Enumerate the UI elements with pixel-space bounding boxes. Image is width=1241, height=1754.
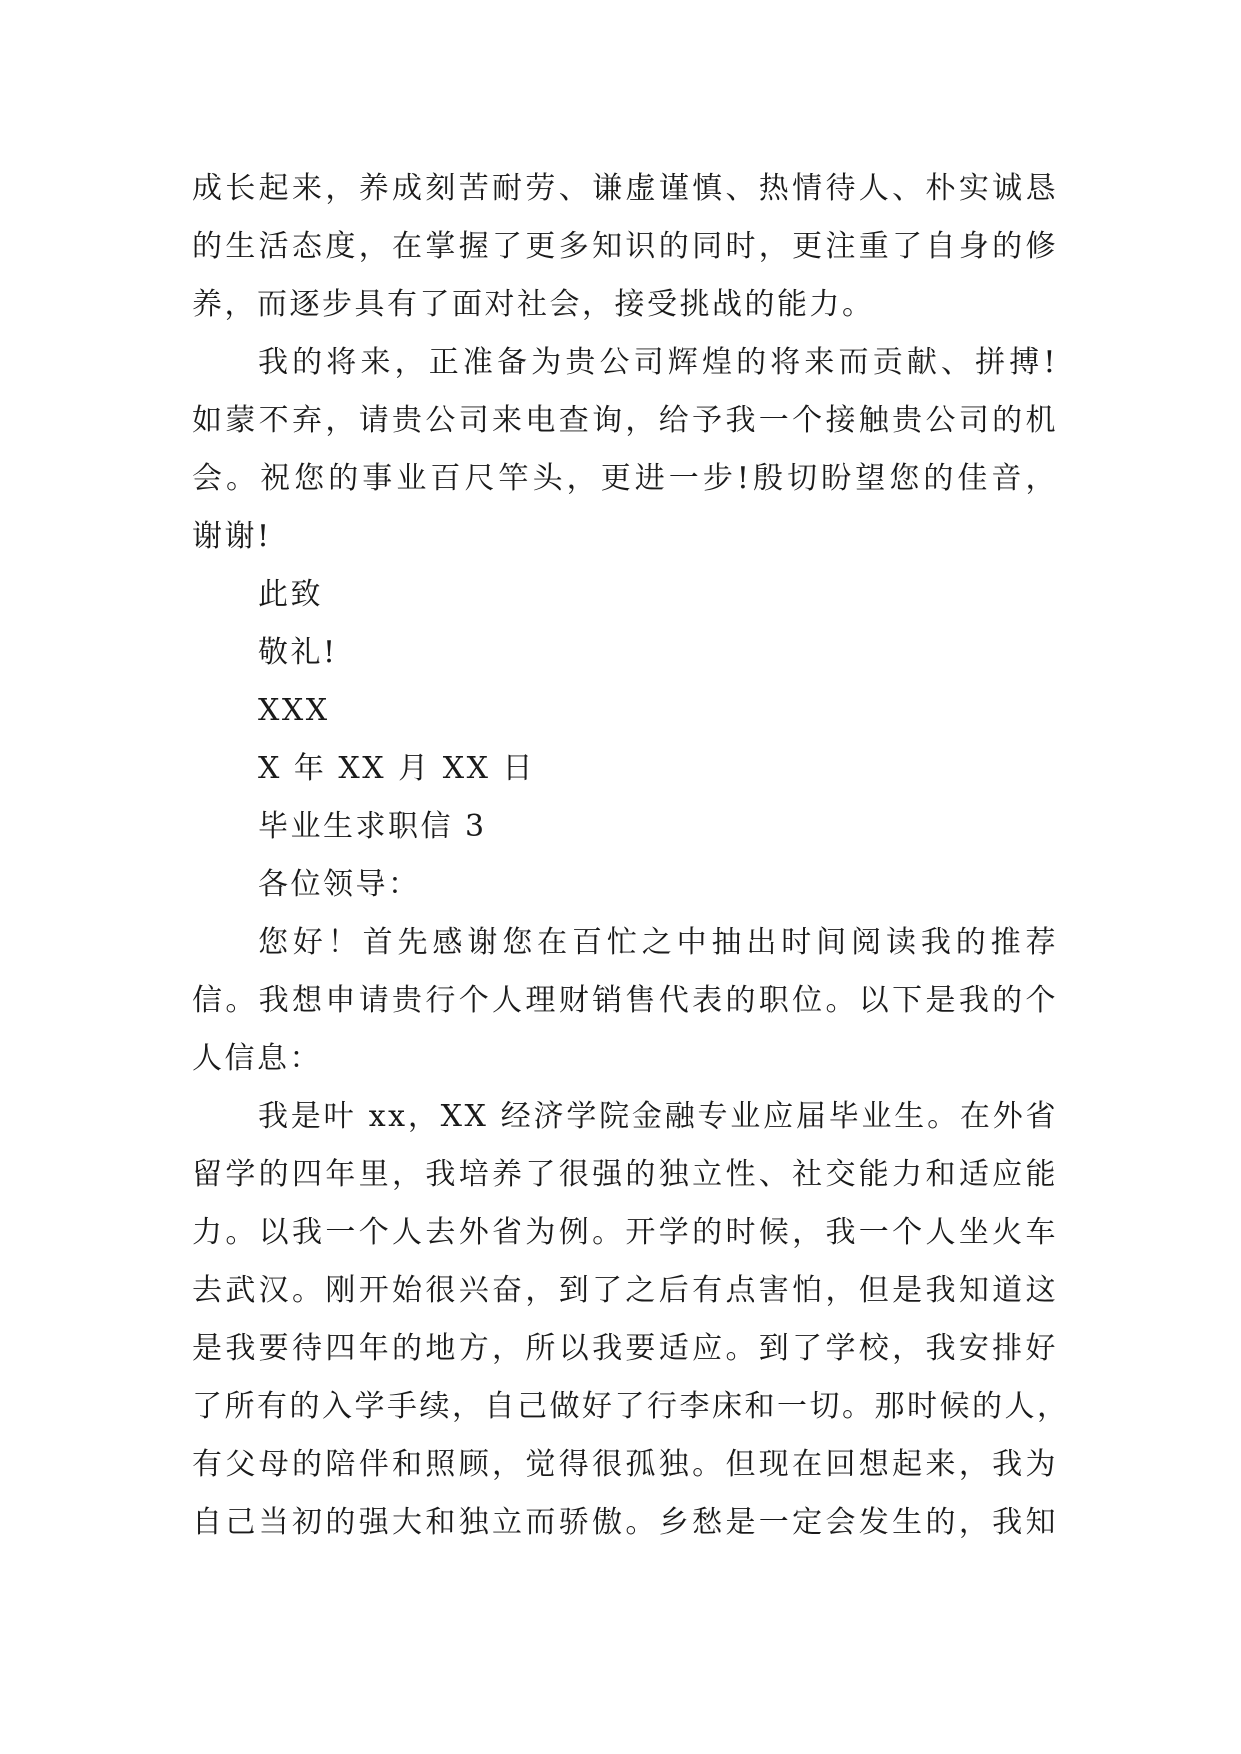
letter-body bbox=[192, 160, 1070, 1552]
body-line: 自己当初的强大和独立而骄傲。乡愁是一定会发生的，我知 bbox=[192, 1505, 1058, 1540]
body-line: 留学的四年里，我培养了很强的独立性、社交能力和适应能 bbox=[192, 1157, 1058, 1192]
paragraph-start: 您好！首先感谢您在百忙之中抽出时间阅读我的推荐 bbox=[258, 925, 1058, 960]
body-line: 成长起来，养成刻苦耐劳、谦虚谨慎、热情待人、朴实诚恳 bbox=[192, 171, 1058, 206]
body-line: 人信息： bbox=[192, 1041, 322, 1076]
closing-salutation: 此致 bbox=[258, 577, 323, 612]
body-line: 去武汉。刚开始很兴奋，到了之后有点害怕，但是我知道这 bbox=[192, 1273, 1058, 1308]
body-line: 有父母的陪伴和照顾，觉得很孤独。但现在回想起来，我为 bbox=[192, 1447, 1058, 1482]
paragraph-start: 我的将来，正准备为贵公司辉煌的将来而贡献、拼搏! bbox=[258, 345, 1058, 380]
body-line: 会。祝您的事业百尺竿头，更进一步!殷切盼望您的佳音， bbox=[192, 461, 1058, 496]
body-line: 如蒙不弃，请贵公司来电查询，给予我一个接触贵公司的机 bbox=[192, 403, 1058, 438]
signature-date: X 年 XX 月 XX 日 bbox=[258, 751, 535, 786]
body-line: 谢谢! bbox=[192, 519, 272, 554]
paragraph-start: 我是叶 xx，XX 经济学院金融专业应届毕业生。在外省 bbox=[258, 1099, 1058, 1134]
body-line: 养，而逐步具有了面对社会，接受挑战的能力。 bbox=[192, 287, 875, 322]
greeting: 各位领导： bbox=[258, 867, 421, 902]
body-line: 了所有的入学手续，自己做好了行李床和一切。那时候的人， bbox=[192, 1389, 1070, 1424]
body-line: 是我要待四年的地方，所以我要适应。到了学校，我安排好 bbox=[192, 1331, 1058, 1366]
section-title: 毕业生求职信 3 bbox=[258, 809, 487, 844]
closing-regards: 敬礼! bbox=[258, 635, 338, 670]
body-line: 的生活态度，在掌握了更多知识的同时，更注重了自身的修 bbox=[192, 229, 1058, 264]
body-line: 力。以我一个人去外省为例。开学的时候，我一个人坐火车 bbox=[192, 1215, 1058, 1250]
signature-name: XXX bbox=[258, 693, 330, 728]
body-line: 信。我想申请贵行个人理财销售代表的职位。以下是我的个 bbox=[192, 983, 1058, 1018]
